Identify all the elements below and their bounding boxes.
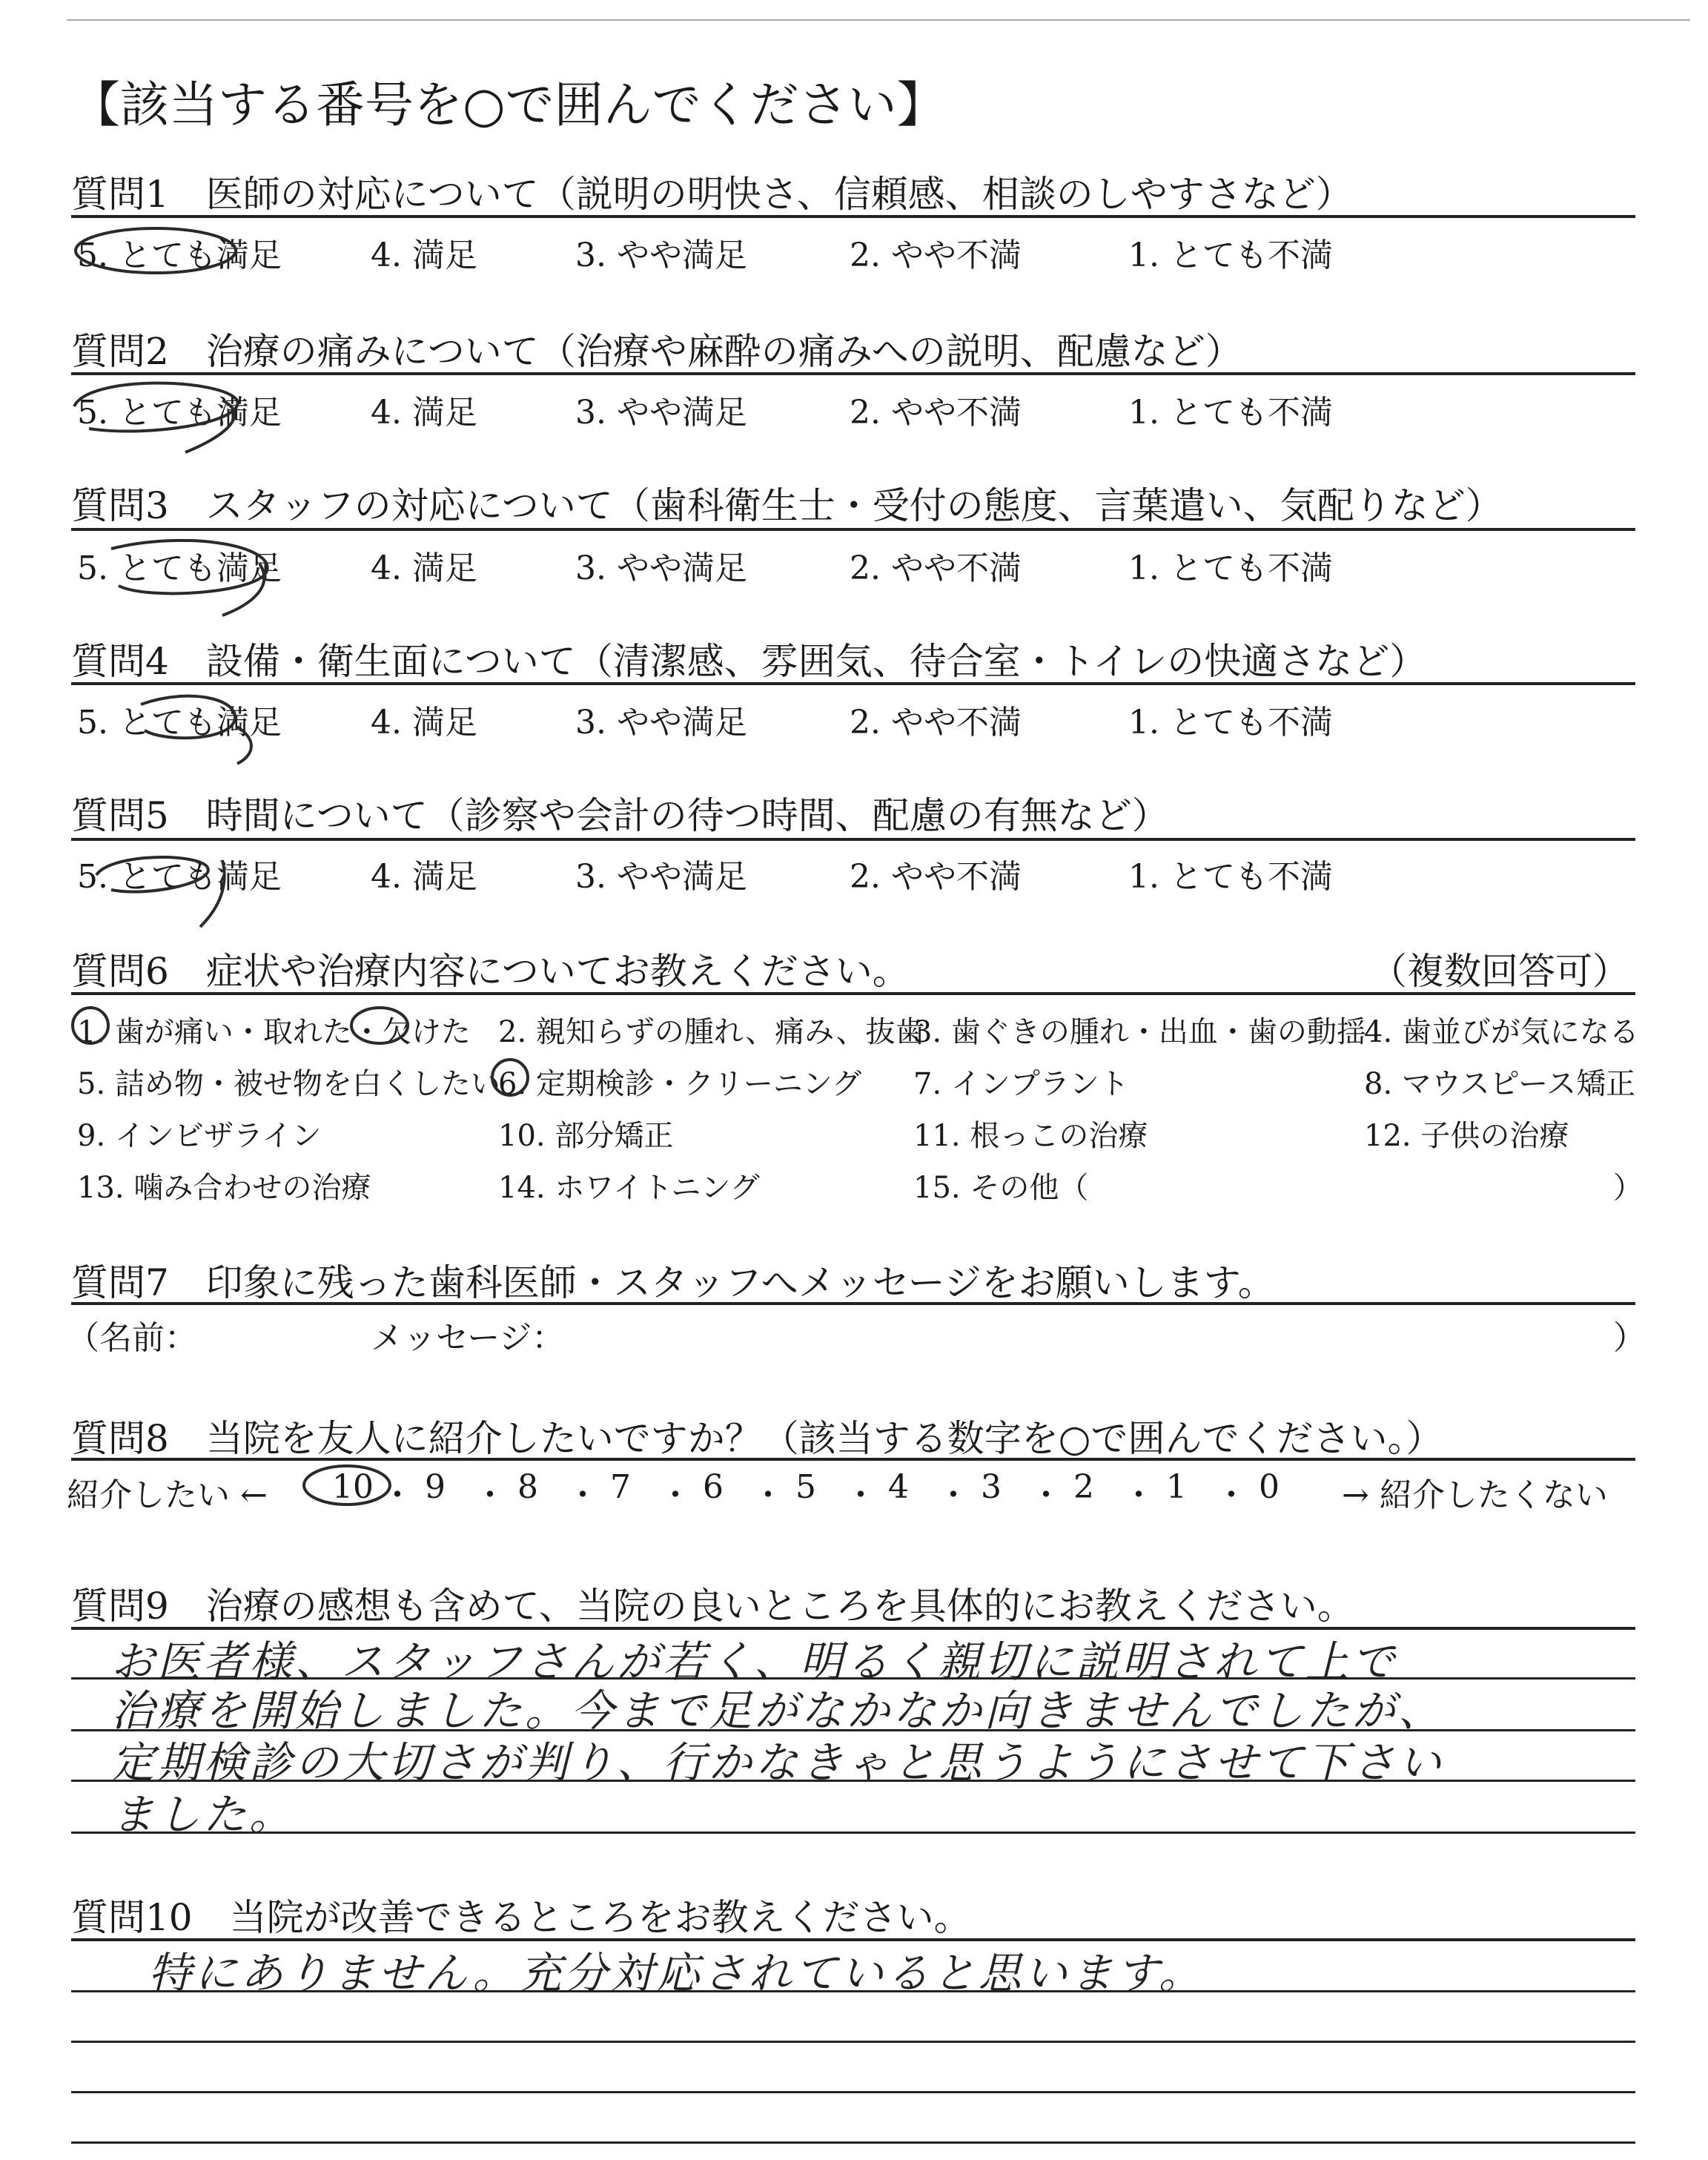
q7-message-field[interactable]: メッセージ： [371, 1319, 565, 1357]
q8-scale-2[interactable]: 2 [1073, 1468, 1094, 1506]
q5-option-4[interactable]: 4. 満足 [371, 858, 477, 896]
q6-option-8[interactable]: 8. マウスピース矯正 [1364, 1067, 1636, 1101]
q6-option-1-extra-circle [351, 1008, 408, 1043]
q8-scale-5[interactable]: 5 [795, 1468, 816, 1506]
q8-scale-separator: ・ [659, 1476, 692, 1514]
question-1-label: 質問1 医師の対応について（説明の明快さ、信頼感、相談のしやすさなど） [71, 173, 1353, 216]
question-8-label: 質問8 当院を友人に紹介したいですか？（該当する数字を○で囲んでください。） [71, 1417, 1443, 1460]
q8-scale-separator: ・ [566, 1476, 599, 1514]
q9-answer-line-1[interactable]: お医者様、スタッフさんが若く、明るく親切に説明されて上で [111, 1636, 1397, 1687]
q6-option-1-circle [73, 1008, 108, 1043]
q8-scale-9[interactable]: 9 [425, 1468, 446, 1506]
question-10-label: 質問10 当院が改善できるところをお教えください。 [71, 1896, 971, 1939]
q3-option-2[interactable]: 2. やや不満 [850, 549, 1022, 587]
q6-option-7[interactable]: 7. インプラント [913, 1067, 1129, 1101]
q5-selection-tail [200, 860, 225, 927]
question-5-label: 質問5 時間について（診察や会計の待つ時間、配慮の有無など） [71, 794, 1169, 837]
q8-scale-0[interactable]: 0 [1259, 1468, 1280, 1506]
q9-answer-line-2[interactable]: 治療を開始しました。今まで足がなかなか向きませんでしたが、 [111, 1685, 1445, 1736]
q2-option-2[interactable]: 2. やや不満 [850, 394, 1022, 432]
q4-selection-tail [237, 727, 251, 764]
q8-scale-7[interactable]: 7 [610, 1468, 631, 1506]
q1-option-5[interactable]: 5. とても満足 [77, 237, 282, 274]
q6-option-3[interactable]: 3. 歯ぐきの腫れ・出血・歯の動揺 [913, 1015, 1366, 1049]
q8-scale-1[interactable]: 1 [1166, 1468, 1187, 1506]
q8-scale-6[interactable]: 6 [703, 1468, 724, 1506]
q6-option-6-circle [492, 1060, 528, 1095]
q8-scale-separator: ・ [937, 1476, 970, 1514]
q6-option-6[interactable]: 6. 定期検診・クリーニング [498, 1067, 862, 1101]
question-7-label: 質問7 印象に残った歯科医師・スタッフへメッセージをお願いします。 [71, 1261, 1275, 1304]
q4-selection-circle [141, 696, 235, 739]
q5-option-2[interactable]: 2. やや不満 [850, 858, 1022, 896]
q8-scale-separator: ・ [1030, 1476, 1062, 1514]
q8-scale-separator: ・ [1122, 1476, 1155, 1514]
q2-option-4[interactable]: 4. 満足 [371, 394, 477, 432]
question-9-label: 質問9 治療の感想も含めて、当院の良いところを具体的にお教えください。 [71, 1585, 1354, 1628]
q9-answer-line-3[interactable]: 定期検診の大切さが判り、行かなきゃと思うようにさせて下さい [111, 1737, 1445, 1788]
q8-scale-8[interactable]: 8 [517, 1468, 538, 1506]
q1-option-1[interactable]: 1. とても不満 [1128, 237, 1333, 274]
q1-option-3[interactable]: 3. やや満足 [575, 237, 747, 274]
q6-option-15[interactable]: 15. その他（ [913, 1171, 1089, 1205]
question-3-label: 質問3 スタッフの対応について（歯科衛生士・受付の態度、言葉遣い、気配りなど） [71, 484, 1503, 527]
q6-option-15-close: ） [1613, 1171, 1643, 1205]
q8-scale-separator: ・ [844, 1476, 877, 1514]
q6-option-10[interactable]: 10. 部分矯正 [498, 1119, 674, 1153]
q2-option-5[interactable]: 5. とても満足 [77, 394, 282, 432]
q8-right-label: → 紹介したくない [1342, 1476, 1608, 1514]
q6-option-1[interactable]: 1. 歯が痛い・取れた・欠けた [77, 1015, 471, 1049]
q1-option-2[interactable]: 2. やや不満 [850, 237, 1022, 274]
q6-option-5[interactable]: 5. 詰め物・被せ物を白くしたい [77, 1067, 500, 1101]
q8-scale-3[interactable]: 3 [981, 1468, 1002, 1506]
q6-option-2[interactable]: 2. 親知らずの腫れ、痛み、抜歯 [498, 1015, 925, 1049]
q8-scale-separator: ・ [381, 1476, 414, 1514]
question-2-label: 質問2 治療の痛みについて（治療や麻酔の痛みへの説明、配慮など） [71, 330, 1242, 373]
q6-option-14[interactable]: 14. ホワイトニング [498, 1171, 760, 1205]
q8-selection-circle [304, 1466, 390, 1505]
question-6-label: 質問6 症状や治療内容についてお教えください。 [71, 950, 910, 993]
q6-option-12[interactable]: 12. 子供の治療 [1364, 1119, 1569, 1153]
question-6-note: （複数回答可） [1370, 950, 1629, 993]
q8-scale-separator: ・ [752, 1476, 784, 1514]
question-4-label: 質問4 設備・衛生面について（清潔感、雰囲気、待合室・トイレの快適さなど） [71, 640, 1427, 683]
q4-option-2[interactable]: 2. やや不満 [850, 704, 1022, 742]
q8-scale-separator: ・ [474, 1476, 506, 1514]
q3-option-4[interactable]: 4. 満足 [371, 549, 477, 587]
page-title: 【該当する番号を○で囲んでください】 [71, 76, 946, 133]
q1-selection-circle [76, 228, 236, 273]
q5-option-1[interactable]: 1. とても不満 [1128, 858, 1333, 896]
q3-option-1[interactable]: 1. とても不満 [1128, 549, 1333, 587]
q8-scale-4[interactable]: 4 [888, 1468, 909, 1506]
q4-option-5[interactable]: 5. とても満足 [77, 704, 282, 742]
q4-option-4[interactable]: 4. 満足 [371, 704, 477, 742]
q1-option-4[interactable]: 4. 満足 [371, 237, 477, 274]
q10-answer-line-1[interactable]: 特にありません。充分対応されていると思います。 [148, 1948, 1205, 1998]
q2-selection-circle [74, 383, 238, 432]
q3-selection-circle [111, 541, 268, 594]
q2-option-1[interactable]: 1. とても不満 [1128, 394, 1333, 432]
q4-option-3[interactable]: 3. やや満足 [575, 704, 747, 742]
q6-option-11[interactable]: 11. 根っこの治療 [913, 1119, 1148, 1153]
q5-option-3[interactable]: 3. やや満足 [575, 858, 747, 896]
q7-name-field[interactable]: （名前： [67, 1319, 197, 1357]
q2-option-3[interactable]: 3. やや満足 [575, 394, 747, 432]
q3-option-5[interactable]: 5. とても満足 [77, 549, 282, 587]
q3-option-3[interactable]: 3. やや満足 [575, 549, 747, 587]
q6-option-9[interactable]: 9. インビザライン [77, 1119, 322, 1153]
q8-scale-separator: ・ [1215, 1476, 1248, 1514]
q7-close-paren: ） [1613, 1319, 1646, 1357]
q5-selection-circle [96, 857, 208, 892]
q8-left-label: 紹介したい ← [67, 1476, 268, 1514]
q6-option-4[interactable]: 4. 歯並びが気になる [1364, 1015, 1639, 1049]
q8-scale-10[interactable]: 10 [332, 1468, 374, 1506]
q5-option-5[interactable]: 5. とても満足 [77, 858, 282, 896]
q9-answer-line-4[interactable]: ました。 [111, 1789, 296, 1840]
q4-option-1[interactable]: 1. とても不満 [1128, 704, 1333, 742]
q6-option-13[interactable]: 13. 噛み合わせの治療 [77, 1171, 371, 1205]
